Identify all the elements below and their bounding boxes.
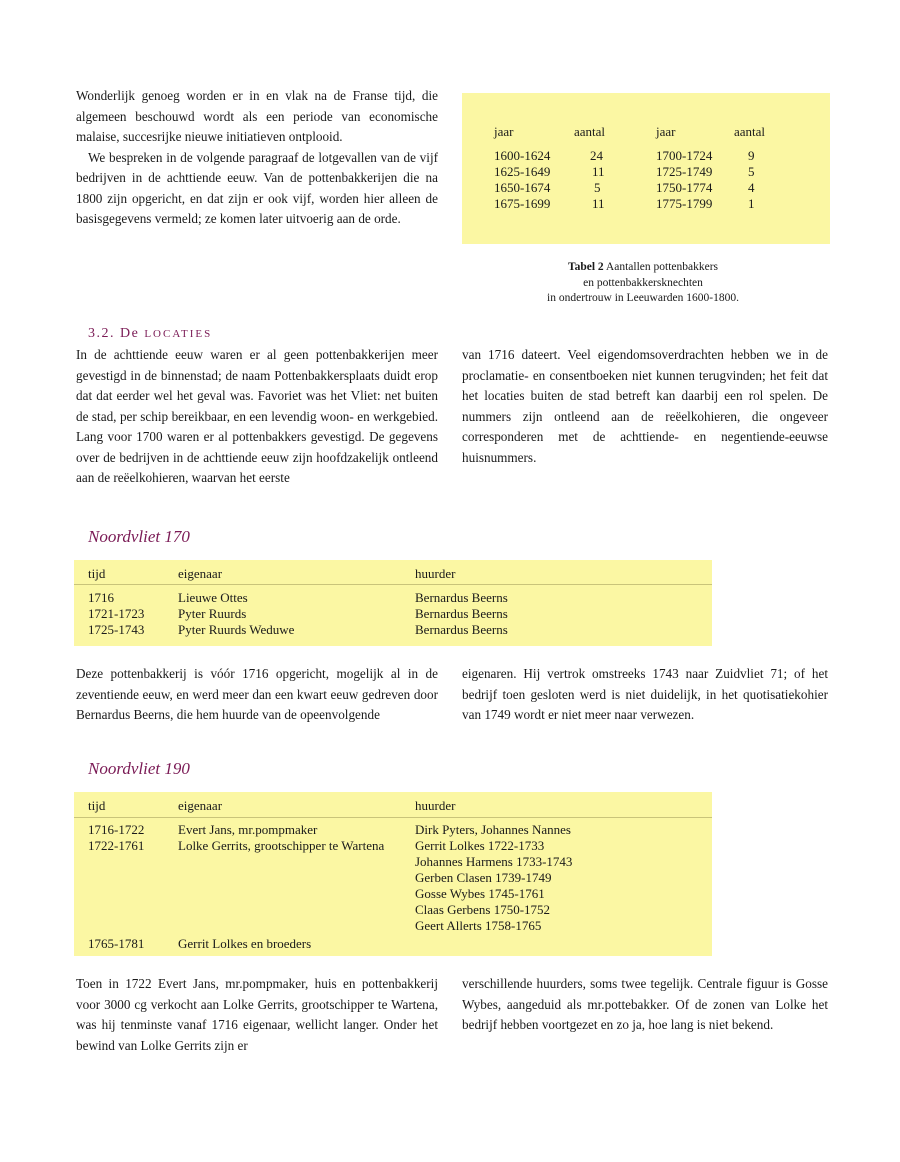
table-cell: 1725-1749 bbox=[656, 164, 713, 179]
table-cell: Dirk Pyters, Johannes Nannes bbox=[415, 822, 571, 837]
table-2-header bbox=[494, 124, 794, 148]
noordvliet-190-text-right: verschillende huurders, soms twee tegelijk. Centrale figuur is Gosse Wybes, aangeduid als mr.pottebakker. Of de zonen van Lolke het bedrijf hebben voortgezet en zo ja, hoe lang is niet bekend. bbox=[462, 976, 828, 1032]
table-cell: 4 bbox=[748, 180, 755, 195]
table-cell: Gerrit Lolkes 1722-1733 bbox=[415, 838, 545, 853]
noordvliet-170-text-right: eigenaren. Hij vertrok omstreeks 1743 naar Zuidvliet 71; of het bedrijf toen gesloten werd is niet duidelijk, in het quotisatiekohier van 1749 wordt er niet meer naar verwezen. bbox=[462, 666, 828, 722]
table-cell: 1625-1649 bbox=[494, 164, 551, 179]
table-cell: 1650-1674 bbox=[494, 180, 551, 195]
table-cell: 24 bbox=[590, 148, 603, 163]
table-cell: 1675-1699 bbox=[494, 196, 551, 211]
table-cell: Gosse Wybes 1745-1761 bbox=[415, 886, 545, 901]
caption-line-3: in ondertrouw in Leeuwarden 1600-1800. bbox=[547, 292, 739, 304]
table-row bbox=[88, 918, 698, 934]
table-cell: Pyter Ruurds Weduwe bbox=[178, 622, 295, 637]
table-cell: Geert Allerts 1758-1765 bbox=[415, 918, 542, 933]
table-cell: 1750-1774 bbox=[656, 180, 713, 195]
table-row bbox=[88, 838, 698, 854]
table-cell: 1725-1743 bbox=[88, 622, 145, 637]
table-cell: 5 bbox=[748, 164, 755, 179]
noordvliet-170-heading: Noordvliet 170 bbox=[88, 527, 190, 546]
table-cell: Johannes Harmens 1733-1743 bbox=[415, 854, 573, 869]
table-2-header-jaar-2: jaar bbox=[656, 124, 676, 139]
table-row bbox=[88, 854, 698, 870]
table-row bbox=[88, 622, 698, 638]
table-row bbox=[88, 822, 698, 838]
table-cell: 1716-1722 bbox=[88, 822, 145, 837]
table-cell: 1600-1624 bbox=[494, 148, 551, 163]
caption-label: Tabel 2 bbox=[567, 261, 604, 273]
table-2 bbox=[494, 124, 794, 212]
table-cell: 1722-1761 bbox=[88, 838, 145, 853]
caption-line-2: en pottenbakkersknechten bbox=[583, 276, 703, 289]
header-huurder: huurder bbox=[415, 566, 456, 581]
table-cell: 1700-1724 bbox=[656, 148, 713, 163]
table-cell: 1716 bbox=[88, 590, 114, 605]
table-cell: Bernardus Beerns bbox=[415, 606, 508, 621]
table-cell: Lieuwe Ottes bbox=[178, 590, 248, 605]
table-header bbox=[88, 566, 698, 590]
section-title-rest: LOCATIES bbox=[144, 328, 213, 340]
noordvliet-170-table bbox=[88, 566, 698, 638]
table-cell: 11 bbox=[592, 196, 605, 211]
table-cell: 1721-1723 bbox=[88, 606, 145, 621]
table-cell: 1775-1799 bbox=[656, 196, 713, 211]
header-huurder: huurder bbox=[415, 798, 456, 813]
section-text-left: In de achttiende eeuw waren er al geen pottenbakkerijen meer gevestigd in de binnenstad; de naam Pottenbakkersplaats duidt erop dat dat eerder wel het geval was. Favoriet was het Vliet: net buiten de stad, per schip bereikbaar, en een levendig woon- en werkgebied. Lang voor 1700 waren er al pottenbakkers gevestigd. De gegevens over de bedrijven in de achttiende eeuw zijn hoofdzakelijk ontleend aan de reëelkohieren, waarvan het eerste bbox=[76, 347, 438, 485]
header-tijd: tijd bbox=[88, 566, 106, 581]
table-row bbox=[88, 886, 698, 902]
table-cell: 5 bbox=[594, 180, 601, 195]
section-number: 3.2. bbox=[88, 326, 115, 341]
table-2-caption bbox=[520, 260, 766, 307]
section-text-right: van 1716 dateert. Veel eigendomsoverdrachten hebben we in de proclamatie- en consentboeken niet kunnen terugvinden; het feit dat het locaties buiten de stad betreft kan daarbij een rol spelen. De nummers zijn ontleend aan de reëelkohieren, die ongeveer corresponderen met de achttiende- en negentiende-eeuwse huisnummers. bbox=[462, 347, 828, 465]
table-cell: Gerrit Lolkes en broeders bbox=[178, 936, 312, 951]
table-cell: 1765-1781 bbox=[88, 936, 145, 951]
section-title-initial: De bbox=[120, 326, 140, 341]
table-row bbox=[88, 870, 698, 886]
table-row bbox=[88, 606, 698, 622]
table-2-header-aantal-1: aantal bbox=[574, 124, 606, 139]
noordvliet-170-text-left: Deze pottenbakkerij is vóór 1716 opgericht, mogelijk al in de zeventiende eeuw, en werd meer dan een kwart eeuw gedreven door Bernardus Beerns, die hem huurde van de opeenvolgende bbox=[76, 666, 438, 722]
noordvliet-190-heading: Noordvliet 190 bbox=[88, 759, 190, 778]
table-cell: Evert Jans, mr.pompmaker bbox=[178, 822, 318, 837]
header-tijd: tijd bbox=[88, 798, 106, 813]
intro-text bbox=[76, 86, 438, 230]
table-cell: Bernardus Beerns bbox=[415, 590, 508, 605]
table-row bbox=[88, 902, 698, 918]
noordvliet-190-text-left: Toen in 1722 Evert Jans, mr.pompmaker, huis en pottenbakkerij voor 3000 cg verkocht aan Lolke Gerrits, grootschipper te Wartena, was hij tenminste vanaf 1716 eigenaar, wellicht langer. Onder het bewind van Lolke Gerrits zijn er bbox=[76, 976, 438, 1053]
table-cell: Claas Gerbens 1750-1752 bbox=[415, 902, 551, 917]
table-2-header-aantal-2: aantal bbox=[734, 124, 766, 139]
table-header bbox=[88, 798, 698, 822]
table-row bbox=[494, 148, 794, 164]
table-cell: Pyter Ruurds bbox=[178, 606, 247, 621]
table-2-header-jaar-1: jaar bbox=[494, 124, 514, 139]
table-cell: 9 bbox=[748, 148, 755, 163]
noordvliet-190-table bbox=[88, 798, 698, 952]
table-row bbox=[494, 180, 794, 196]
table-cell: 1 bbox=[748, 196, 755, 211]
table-cell: Bernardus Beerns bbox=[415, 622, 508, 637]
intro-paragraph-2: We bespreken in de volgende paragraaf de lotgevallen van de vijf bedrijven in de achttiende eeuw. Van de pottenbakkerijen die na 1800 zijn opgericht, en dat zijn er ook vijf, worden hier alleen de basisgegevens vermeld; ze komen later uitvoerig aan de orde. bbox=[76, 149, 438, 226]
table-cell: Lolke Gerrits, grootschipper te Wartena bbox=[178, 838, 385, 853]
caption-line-1: Aantallen pottenbakkers bbox=[605, 261, 719, 273]
table-row bbox=[88, 590, 698, 606]
table-row bbox=[494, 164, 794, 180]
table-cell: 11 bbox=[592, 164, 605, 179]
table-row bbox=[494, 196, 794, 212]
header-eigenaar: eigenaar bbox=[178, 798, 223, 813]
section-heading bbox=[88, 326, 212, 342]
header-eigenaar: eigenaar bbox=[178, 566, 223, 581]
table-row bbox=[88, 936, 698, 952]
intro-paragraph-1: Wonderlijk genoeg worden er in en vlak na de Franse tijd, die algemeen beschouwd wordt als een periode van economische malaise, succesrijke nieuwe initiatieven ontplooid. bbox=[76, 88, 438, 144]
table-cell: Gerben Clasen 1739-1749 bbox=[415, 870, 552, 885]
